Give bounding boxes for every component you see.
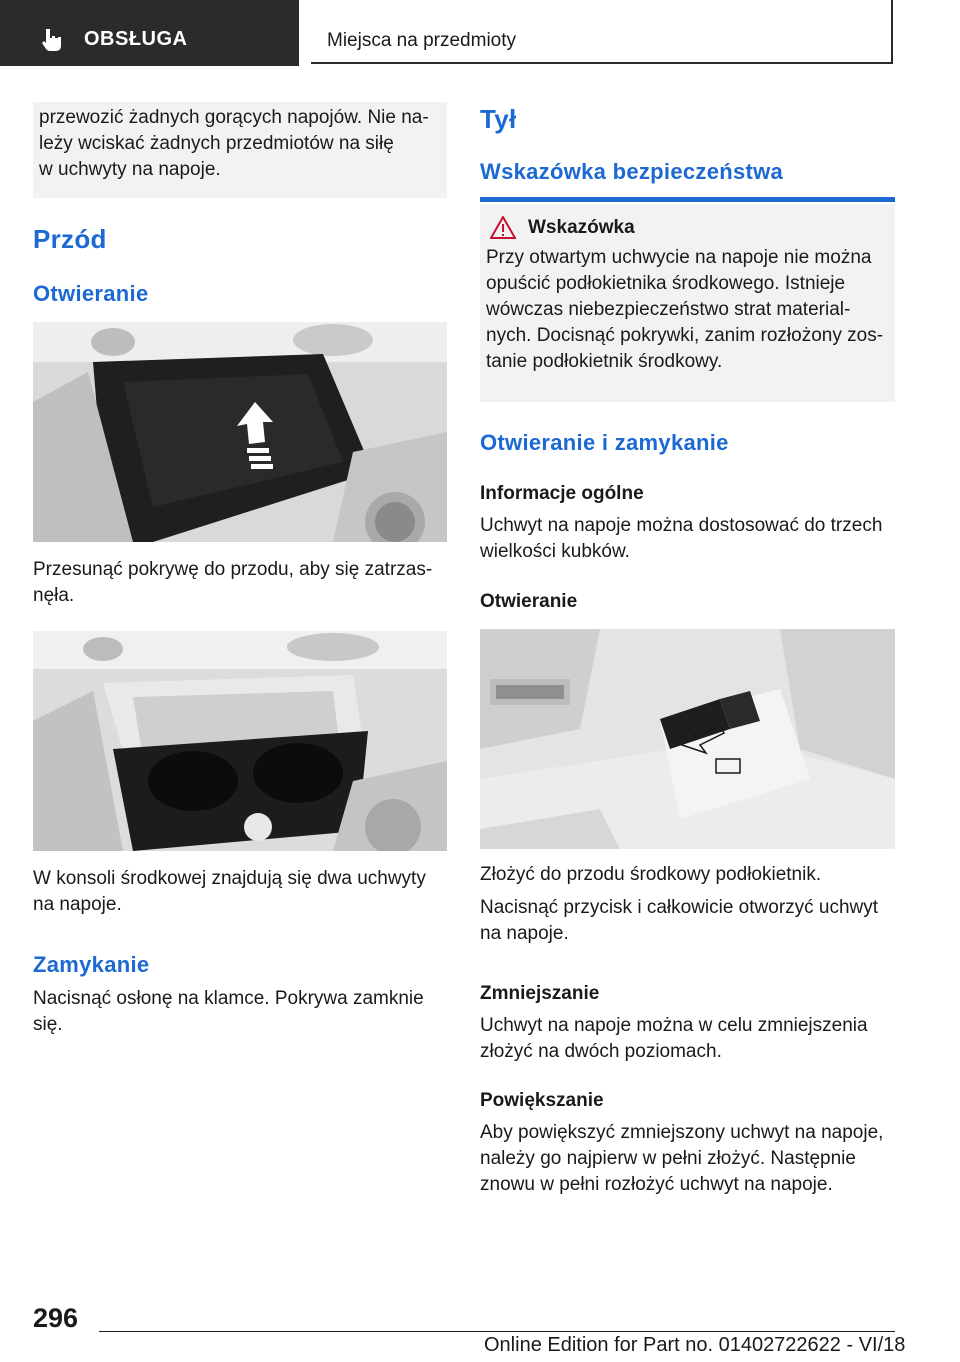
chapter-title: OBSŁUGA (84, 28, 188, 50)
front-cupholders-open-image (33, 631, 447, 851)
front-console-closed-image (33, 322, 447, 542)
warning-box (480, 204, 895, 402)
rear-heading: Tył (480, 104, 517, 134)
page-number: 296 (33, 1303, 79, 1333)
general-text: Uchwyt na napoje można dostosować do trzech wielkości kubków. (480, 515, 883, 562)
warning-label: Wskazówka (528, 216, 635, 238)
safety-heading: Wskazówka bezpieczeństwa (480, 159, 784, 184)
warning-text: Przy otwartym uchwycie na napoje nie można opuścić podłokietnika środkowego. Istnieje wówczas niebezpieczeństwo strat material- nych. Docisnąć pokrywki, zanim rozłożony zos- tanie podłokietnik środkowy. (486, 247, 884, 372)
caption-two-cupholders: W konsoli środkowej znajdują się dwa uchwyty na napoje. (33, 868, 426, 915)
section-title: Miejsca na przedmioty (327, 30, 517, 51)
chapter-tab (0, 0, 299, 66)
rear-step1: Złożyć do przodu środkowy podłokietnik. (480, 864, 822, 885)
footer-rule (99, 1331, 895, 1332)
front-heading: Przód (33, 224, 107, 254)
warning-header (486, 216, 887, 239)
caption-slide-cover: Przesunąć pokrywę do przodu, aby się zatrzas- nęła. (33, 559, 433, 606)
rear-step2: Nacisnąć przycisk i całkowicie otworzyć uchwyt na napoje. (480, 897, 879, 944)
top-note: przewozić żadnych gorących napojów. Nie na- leży wciskać żadnych przedmiotów na siłę w uchwyty na napoje. (33, 102, 447, 198)
rear-armrest-image (480, 629, 895, 849)
edition-note: Online Edition for Part no. 01402722622 - VI/18 (484, 1334, 906, 1356)
reduce-heading: Zmniejszanie (480, 983, 600, 1004)
opening-heading: Otwieranie (33, 281, 149, 306)
reduce-text: Uchwyt na napoje można w celu zmniejszenia złożyć na dwóch poziomach. (480, 1015, 868, 1062)
enlarge-heading: Powiększanie (480, 1090, 604, 1111)
closing-text: Nacisnąć osłonę na klamce. Pokrywa zamknie się. (33, 988, 424, 1035)
rear-opening-heading: Otwieranie (480, 591, 578, 612)
section-header (311, 0, 893, 64)
closing-heading: Zamykanie (33, 952, 150, 977)
open-close-heading: Otwieranie i zamykanie (480, 430, 729, 455)
warning-triangle-icon (490, 216, 516, 239)
safety-rule (480, 197, 895, 202)
general-heading: Informacje ogólne (480, 483, 644, 504)
enlarge-text: Aby powiększyć zmniejszony uchwyt na napoje, należy go najpierw w pełni złożyć. Następnie znowu w pełni rozłożyć uchwyt na napoje. (480, 1122, 884, 1195)
hand-pointer-icon (40, 26, 66, 52)
